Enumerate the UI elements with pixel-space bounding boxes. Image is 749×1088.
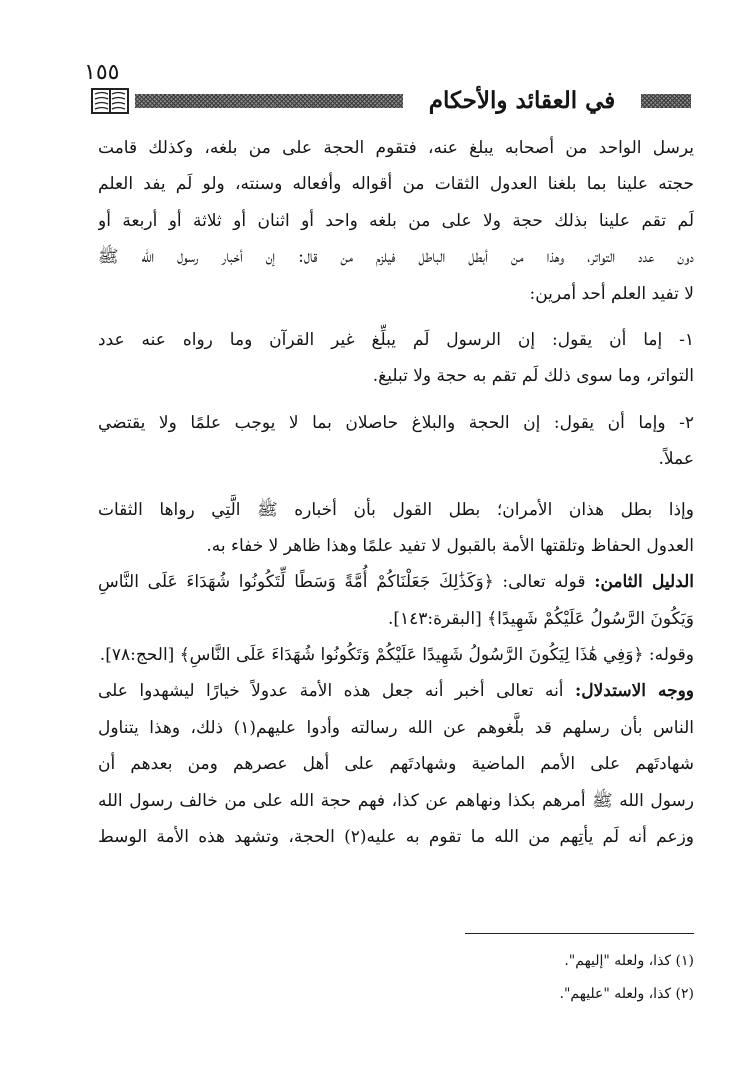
verse-hajj-line: وقوله: ﴿وَفِي هَٰذَا لِيَكُونَ الرَّسُولُ شَهِيدًا عَلَيْكُمْ وَتَكُونُوا شُهَدَاءَ عَلَى النَّاسِ﴾ [الحج:٧٨]. (99, 645, 694, 666)
text-line: لَم تقم علينا بذلك حجة ولا على من بلغه واحد أو اثنان أو ثلاثة أو أربعة أو (98, 210, 694, 231)
header-ornament-band (641, 94, 691, 108)
open-book-icon (91, 88, 129, 114)
text-line: وإذا بطل هذان الأمران؛ بطل القول بأن أخباره ﷺ الَّتِي رواها الثقات (98, 499, 694, 520)
footnote-separator (465, 933, 694, 934)
footnotes (98, 945, 694, 1011)
text-line: وزعم أنه لَم يأتِهم من الله ما تقوم به عليه(٢) الحجة، وتشهد هذه الأمة الوسط (98, 827, 694, 848)
header-title: في العقائد والأحكام (428, 87, 616, 114)
text-line: التواتر، وما سوى ذلك لَم تقم به حجة ولا تبليغ. (372, 366, 694, 387)
page-number: ١٥٥ (84, 60, 120, 85)
text-line: العدول الحفاظ وتلقتها الأمة بالقبول لا تفيد علمًا وهذا ظاهر لا خفاء به. (206, 535, 694, 556)
footnote-2: (٢) كذا، ولعله "عليهم". (559, 986, 694, 1002)
text-line: دون عدد التواتر، وهذا من أبطل الباطل فيلزم من قال: إن أخبار رسول الله ﷺ (98, 247, 694, 268)
page-body (98, 130, 694, 855)
list-item-2: ٢- وإما أن يقول: إن الحجة والبلاغ حاصلان بما لا يوجب علمًا ولا يقتضي (98, 412, 694, 433)
text-line: شهادتَهم على الأمم الماضية وشهادتَهم على أهل عصرهم ومن بعدهم أن (98, 754, 694, 775)
verse-citation-line: وَيَكُونَ الرَّسُولُ عَلَيْكُمْ شَهِيدًا﴾ [البقرة:١٤٣]. (387, 608, 694, 629)
running-header (91, 86, 691, 118)
text-line: لا تفيد العلم أحد أمرين: (529, 283, 694, 304)
text-line: حجته علينا بما بلغنا العدول الثقات من أقواله وأفعاله وسنته، ولو لَم يفد العلم (98, 174, 694, 195)
header-ornament-band (135, 94, 403, 108)
proof-eight-verse-line: الدليل الثامن: قوله تعالى: ﴿وَكَذَٰلِكَ جَعَلْنَاكُمْ أُمَّةً وَسَطًا لِّتَكُونُوا شُهَدَاءَ عَلَى النَّاسِ (98, 572, 694, 593)
bold-label: ووجه الاستدلال: (574, 681, 694, 702)
list-item-1: ١- إما أن يقول: إن الرسول لَم يبلِّغ غير القرآن وما رواه عنه عدد (98, 329, 694, 350)
text-line: رسول الله ﷺ أمرهم بكذا ونهاهم عن كذا، فهم حجة الله على من خالف رسول الله (98, 790, 694, 811)
bold-label: الدليل الثامن: (594, 572, 694, 593)
text-line: عملاً. (658, 449, 694, 470)
text-line: الناس بأن رسلهم قد بلَّغوهم عن الله رسالته وأدوا عليهم(١) ذلك، وهذا يتناول (98, 717, 694, 738)
evidence-line: ووجه الاستدلال: أنه تعالى أخبر أنه جعل هذه الأمة عدولاً خيارًا ليشهدوا على (98, 681, 694, 702)
text-line: يرسل الواحد من أصحابه يبلغ عنه، فتقوم الحجة على من بلغه، وكذلك قامت (98, 138, 694, 158)
footnote-1: (١) كذا، ولعله "إليهم". (564, 953, 694, 969)
